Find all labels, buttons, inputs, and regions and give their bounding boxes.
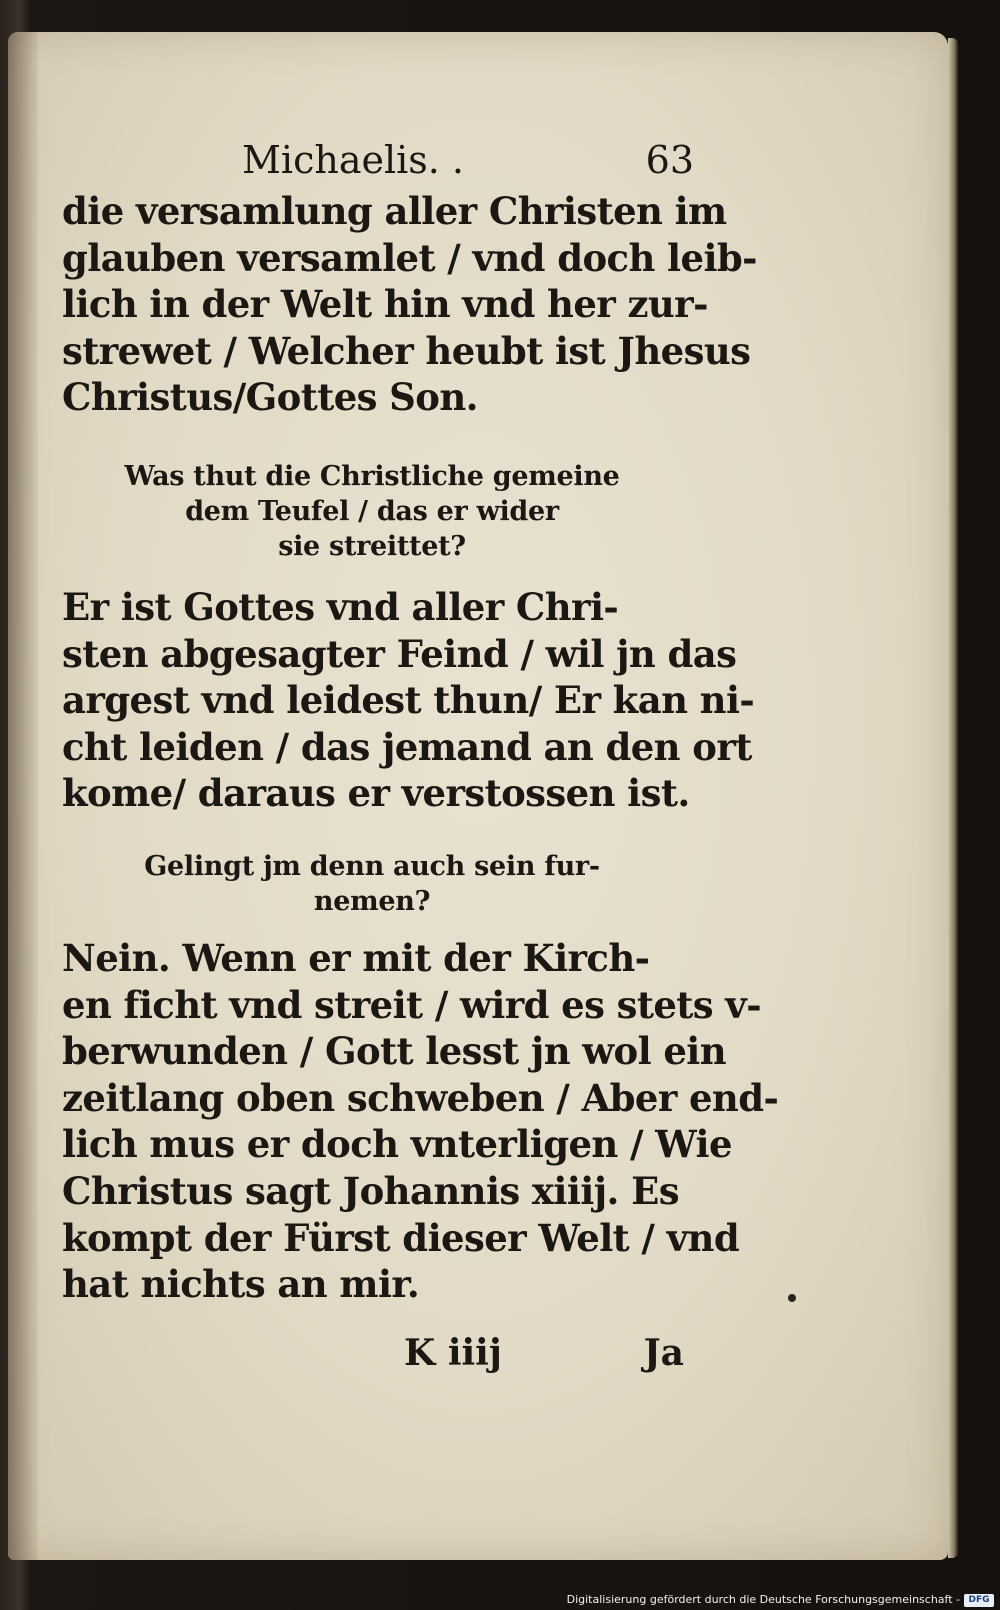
running-title: Michaelis. . (242, 138, 465, 182)
page-header (62, 136, 702, 188)
page-footer (62, 1330, 702, 1376)
text-line: strewet / Welcher heubt ist Jhesus (62, 328, 751, 373)
paragraph-3 (62, 935, 779, 1308)
text-line: berwunden / Gott lesst jn wol ein (62, 1029, 727, 1074)
question-line: dem Teufel / das er wider (185, 495, 559, 527)
text-line: die versamlung aller Christen im (62, 189, 727, 233)
text-line: zeitlang oben schweben / Aber end- (62, 1075, 779, 1120)
ink-spot (788, 1294, 796, 1302)
text-line: en ficht vnd streit / wird es stets v- (62, 982, 761, 1027)
question-line: nemen? (313, 885, 431, 917)
dfg-logo: DFG (964, 1594, 994, 1607)
question-line: Gelingt jm denn auch sein fur- (144, 850, 600, 882)
text-line: kome/ daraus er verstossen ist. (62, 771, 690, 816)
question-1 (62, 459, 702, 564)
question-line: sie streittet? (278, 530, 466, 562)
page-text (62, 136, 779, 1376)
paragraph-2 (62, 584, 755, 817)
page-edge (948, 38, 958, 1558)
text-line: glauben versamlet / vnd doch leib- (62, 235, 757, 280)
text-line: argest vnd leidest thun/ Er kan ni- (62, 678, 755, 723)
signature-mark: K iiij (404, 1331, 502, 1374)
text-line: Christus/Gottes Son. (62, 375, 478, 420)
text-line: kompt der Fürst dieser Welt / vnd (62, 1215, 740, 1260)
text-line: sten abgesagter Feind / wil jn das (62, 631, 737, 676)
question-2 (62, 849, 702, 919)
question-line: Was thut die Christliche gemeine (124, 460, 620, 492)
text-line: lich in der Welt hin vnd her zur- (62, 282, 708, 327)
text-line: Christus sagt Johannis xiiij. Es (62, 1168, 679, 1213)
page-number: 63 (645, 138, 694, 182)
text-line: cht leiden / das jemand an den ort (62, 724, 752, 769)
catchword: Ja (643, 1331, 684, 1374)
text-line: Er ist Gottes vnd aller Chri- (62, 584, 619, 629)
text-line: lich mus er doch vnterligen / Wie (62, 1122, 732, 1167)
paragraph-1 (62, 188, 757, 421)
text-line: Nein. Wenn er mit der Kirch- (62, 935, 650, 980)
digitization-credit: Digitalisierung gefördert durch die Deutsche Forschungsgemeinschaft - (566, 1593, 960, 1606)
text-line: hat nichts an mir. (62, 1262, 420, 1307)
